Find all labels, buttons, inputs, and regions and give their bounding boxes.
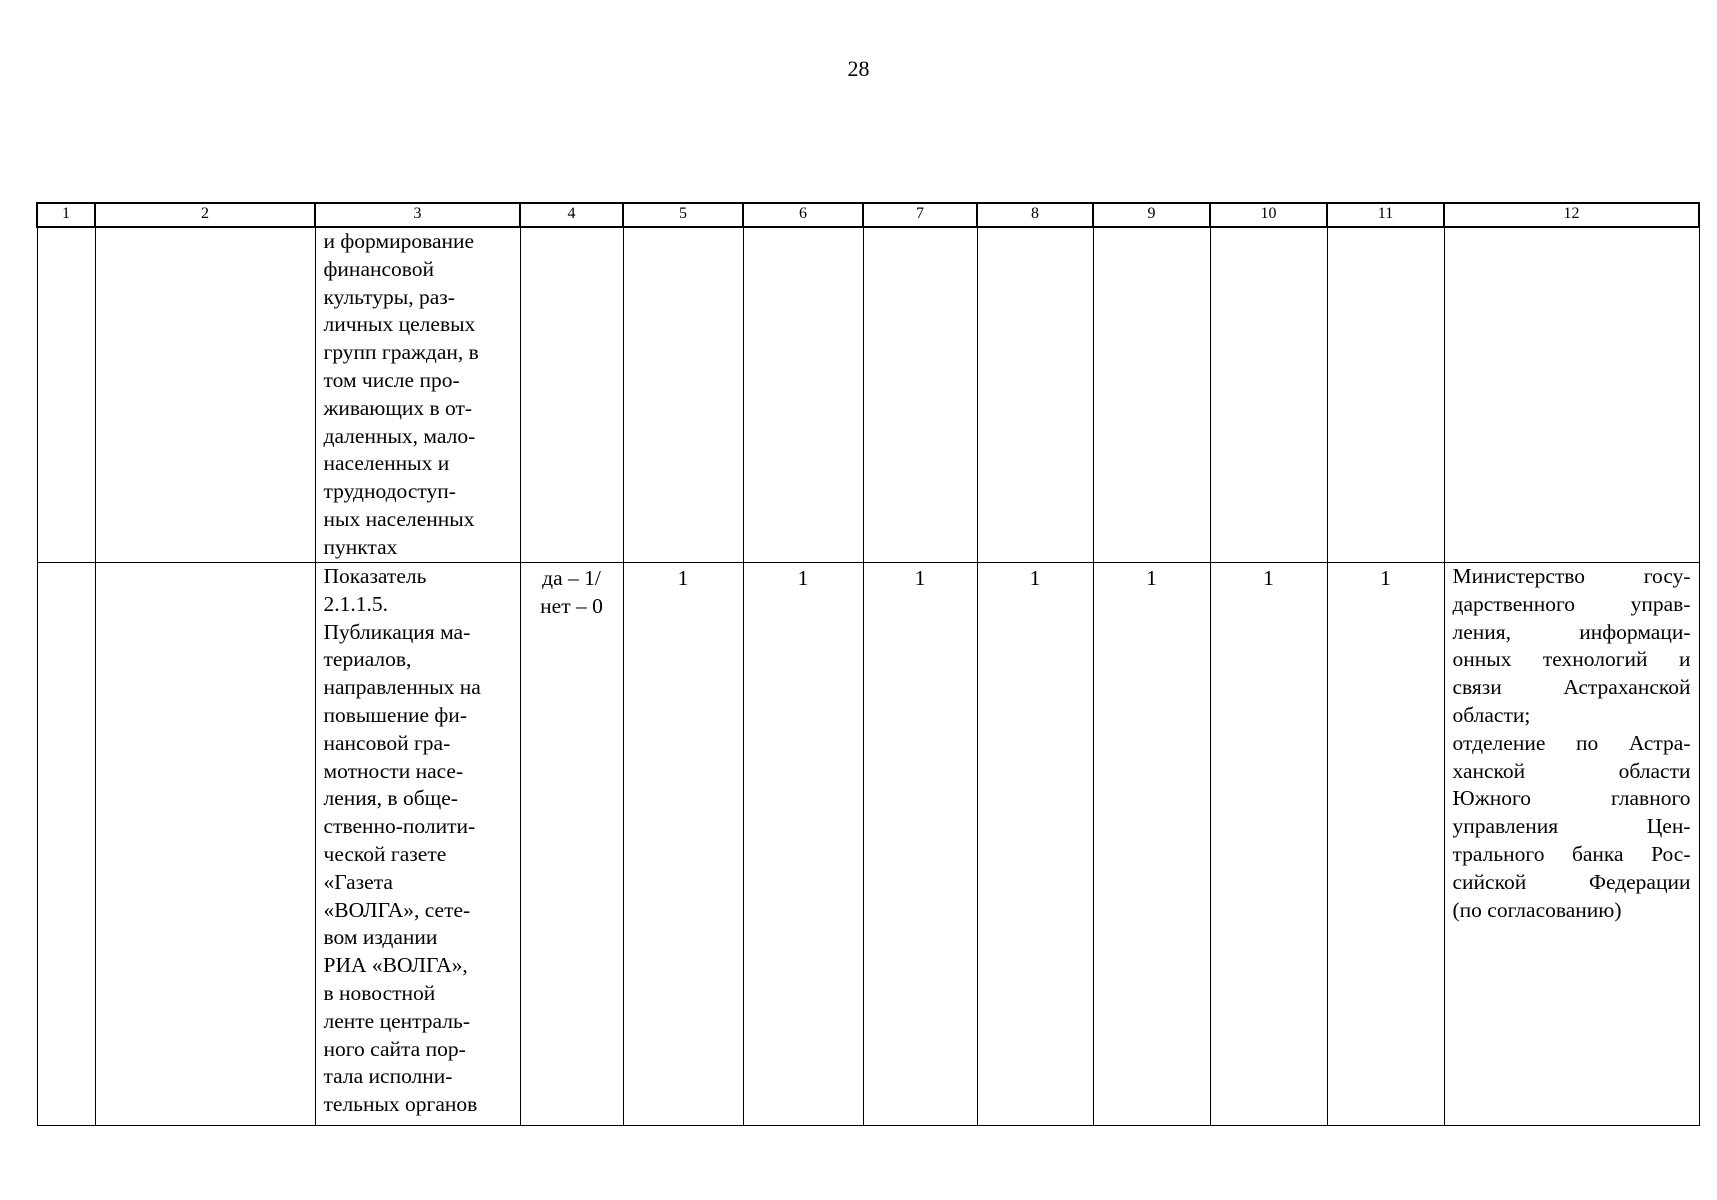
- row1-col6-cell: [743, 227, 863, 563]
- row1-description-cell: [315, 227, 520, 563]
- unit-cell: [520, 563, 623, 1126]
- value-cell: 1: [743, 563, 863, 1126]
- text-line: и формирование: [323, 229, 475, 253]
- text-line: связи Астраханской: [1452, 675, 1691, 700]
- row1-col10-cell: [1210, 227, 1327, 563]
- table-row: [37, 227, 1699, 563]
- column-number-11: 11: [1327, 203, 1444, 227]
- row1-col1-cell: [37, 227, 95, 563]
- text-line: ственно-полити-: [323, 814, 476, 839]
- row1-col9-cell: [1093, 227, 1210, 563]
- text-line: тала исполни-: [323, 1064, 453, 1089]
- row1-col5-cell: [623, 227, 743, 563]
- text-line: Публикация ма-: [323, 619, 471, 644]
- text-line: нансовой гра-: [323, 730, 451, 755]
- text-line: финансовой: [323, 256, 435, 281]
- row1-col2-cell: [95, 227, 315, 563]
- column-number-1: 1: [37, 203, 95, 227]
- value-cell: 1: [1093, 563, 1210, 1126]
- text-line: том числе про-: [323, 367, 460, 392]
- text-line: повышение фи-: [323, 702, 467, 727]
- column-number-7: 7: [863, 203, 977, 227]
- text-line: да – 1/: [542, 566, 601, 590]
- indicator-description-cell: [315, 563, 520, 1126]
- text-line: трального банка Рос-: [1452, 841, 1691, 866]
- text-line: Министерство госу-: [1452, 564, 1691, 588]
- table-row: [37, 563, 1699, 1126]
- row1-col12-cell: [1444, 227, 1699, 563]
- text-line: населенных и: [323, 451, 450, 476]
- text-line: направленных на: [323, 675, 481, 700]
- text-line: «Газета: [323, 869, 393, 894]
- text-line: ханской области: [1452, 758, 1691, 783]
- text-line: пунктах: [323, 534, 398, 559]
- column-number-3: 3: [315, 203, 520, 227]
- value-cell: 1: [1327, 563, 1444, 1126]
- text-line: личных целевых: [323, 312, 476, 337]
- text-line: ления, в обще-: [323, 786, 458, 811]
- page-number: 28: [847, 56, 870, 81]
- text-line: РИА «ВОЛГА»,: [323, 953, 468, 978]
- text-line: (по согласованию): [1452, 897, 1622, 922]
- row2-col2-cell: [95, 563, 315, 1126]
- text-line: области;: [1452, 702, 1531, 727]
- text-line: онных технологий и: [1452, 647, 1691, 672]
- text-line: даленных, мало-: [323, 423, 476, 448]
- column-number-6: 6: [743, 203, 863, 227]
- column-number-12: 12: [1444, 203, 1699, 227]
- value-cell: 1: [977, 563, 1093, 1126]
- document-table: [36, 202, 1700, 1126]
- text-line: сийской Федерации: [1452, 869, 1691, 894]
- text-line: ных населенных: [323, 506, 475, 531]
- text-line: Показатель: [323, 564, 427, 588]
- text-line: вом издании: [323, 925, 438, 950]
- column-number-8: 8: [977, 203, 1093, 227]
- text-line: Южного главного: [1452, 786, 1691, 811]
- text-line: нет – 0: [540, 593, 603, 618]
- text-line: ленте централь-: [323, 1008, 470, 1033]
- row1-col11-cell: [1327, 227, 1444, 563]
- column-number-4: 4: [520, 203, 623, 227]
- text-line: тельных органов: [323, 1092, 478, 1117]
- text-line: отделение по Астра-: [1452, 730, 1691, 755]
- row2-col1-cell: [37, 563, 95, 1126]
- text-line: ческой газете: [323, 841, 447, 866]
- text-line: ного сайта пор-: [323, 1036, 466, 1061]
- text-line: териалов,: [323, 647, 412, 672]
- text-line: мотности насе-: [323, 758, 464, 783]
- text-line: групп граждан, в: [323, 340, 479, 365]
- responsible-executors-cell: [1444, 563, 1699, 1126]
- column-number-5: 5: [623, 203, 743, 227]
- row1-col4-cell: [520, 227, 623, 563]
- text-line: «ВОЛГА», сете-: [323, 897, 471, 922]
- text-line: управления Цен-: [1452, 814, 1691, 839]
- text-line: в новостной: [323, 980, 436, 1005]
- text-line: дарственного управ-: [1452, 591, 1691, 616]
- table-header-row: [37, 203, 1699, 227]
- text-line: живающих в от-: [323, 395, 473, 420]
- column-number-9: 9: [1093, 203, 1210, 227]
- row1-col8-cell: [977, 227, 1093, 563]
- text-line: 2.1.1.5.: [323, 591, 388, 616]
- row1-col7-cell: [863, 227, 977, 563]
- value-cell: 1: [623, 563, 743, 1126]
- value-cell: 1: [863, 563, 977, 1126]
- column-number-10: 10: [1210, 203, 1327, 227]
- column-number-2: 2: [95, 203, 315, 227]
- text-line: ления, информаци-: [1452, 619, 1691, 644]
- text-line: культуры, раз-: [323, 284, 455, 309]
- value-cell: 1: [1210, 563, 1327, 1126]
- text-line: труднодоступ-: [323, 479, 456, 504]
